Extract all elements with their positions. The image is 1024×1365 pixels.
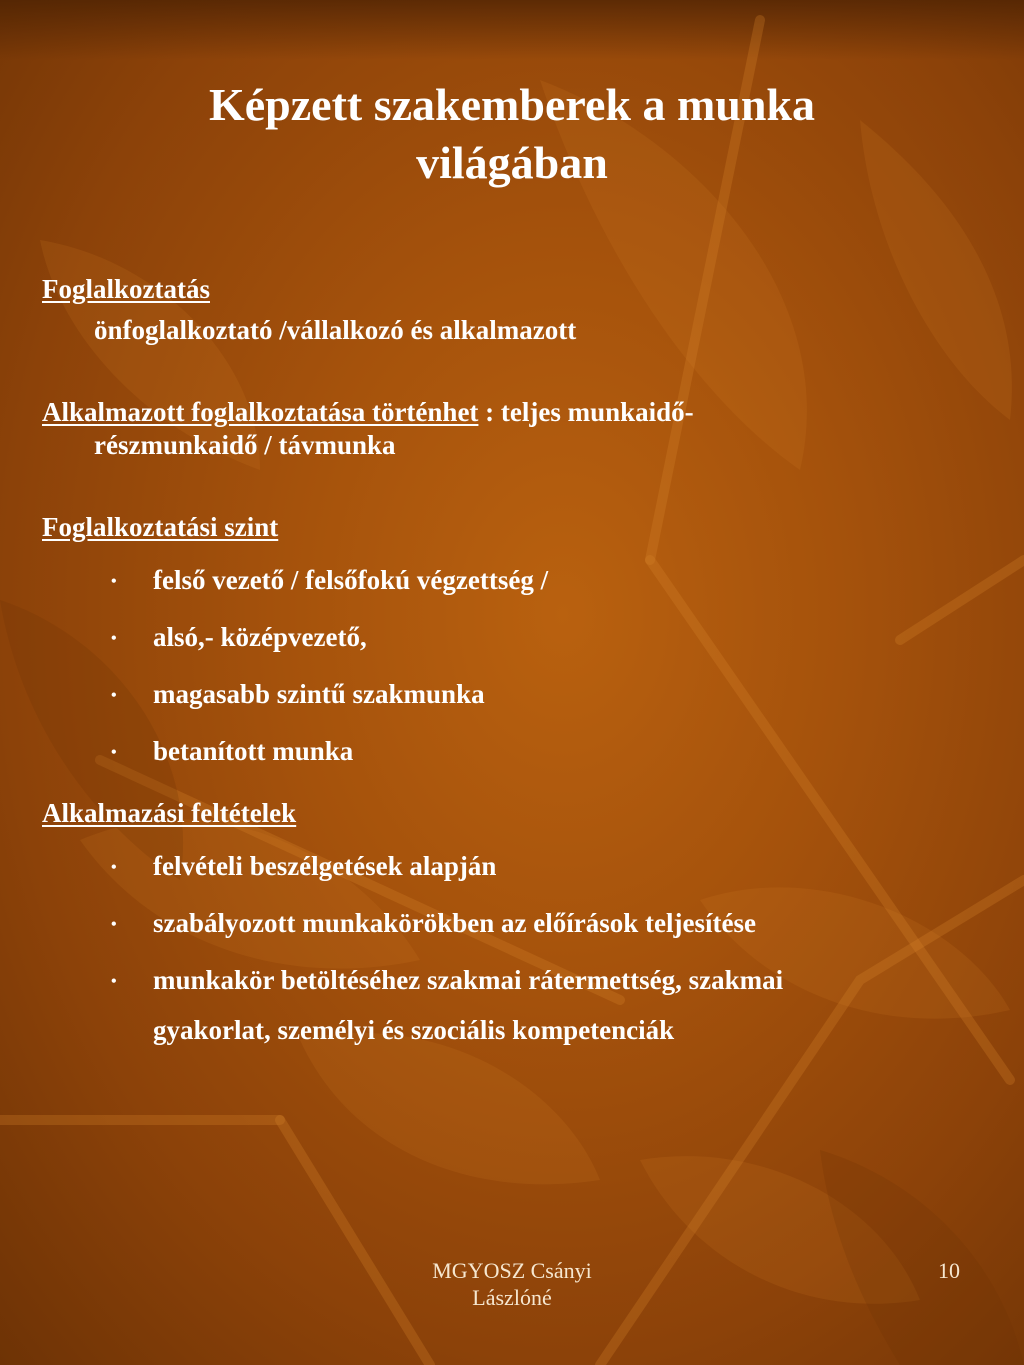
list-item: magasabb szintű szakmunka (153, 679, 485, 709)
list-item: betanított munka (153, 736, 354, 766)
footer-author-line-2: Lászlóné (472, 1285, 552, 1310)
list-item: felső vezető / felsőfokú végzettség / (153, 565, 549, 595)
bullet-icon: • (111, 916, 117, 933)
footer-author (412, 1257, 612, 1311)
employment-heading: Foglalkoztatás (42, 274, 210, 304)
bullet-icon: • (111, 573, 117, 590)
bullet-icon: • (111, 630, 117, 647)
bullet-icon: • (111, 687, 117, 704)
employee-employment-heading: Alkalmazott foglalkoztatása történhet (42, 397, 479, 427)
bullet-icon: • (111, 744, 117, 761)
hiring-conditions-heading: Alkalmazási feltételek (42, 798, 297, 828)
slide-title (100, 76, 924, 192)
list-item: szabályozott munkakörökben az előírások teljesítése (153, 908, 756, 938)
title-line-2: világában (416, 137, 608, 188)
footer-author-line-1: MGYOSZ Csányi (432, 1258, 592, 1283)
list-item: felvételi beszélgetések alapján (153, 851, 497, 881)
employee-employment-line (42, 395, 694, 429)
employee-employment-text-2: részmunkaidő / távmunka (94, 430, 396, 460)
employee-employment-text: : teljes munkaidő- (478, 397, 694, 427)
list-item: munkakör betöltéséhez szakmai rátermettség, szakmai (153, 965, 784, 995)
page-number: 10 (938, 1258, 960, 1283)
list-item: alsó,- középvezető, (153, 622, 367, 652)
employment-level-heading: Foglalkoztatási szint (42, 512, 279, 542)
title-line-1: Képzett szakemberek a munka (208, 79, 816, 130)
employment-subtext: önfoglalkoztató /vállalkozó és alkalmazott (94, 315, 577, 345)
bullet-icon: • (111, 973, 117, 990)
bullet-icon: • (111, 859, 117, 876)
list-item-continuation: gyakorlat, személyi és szociális kompetenciák (153, 1015, 675, 1045)
